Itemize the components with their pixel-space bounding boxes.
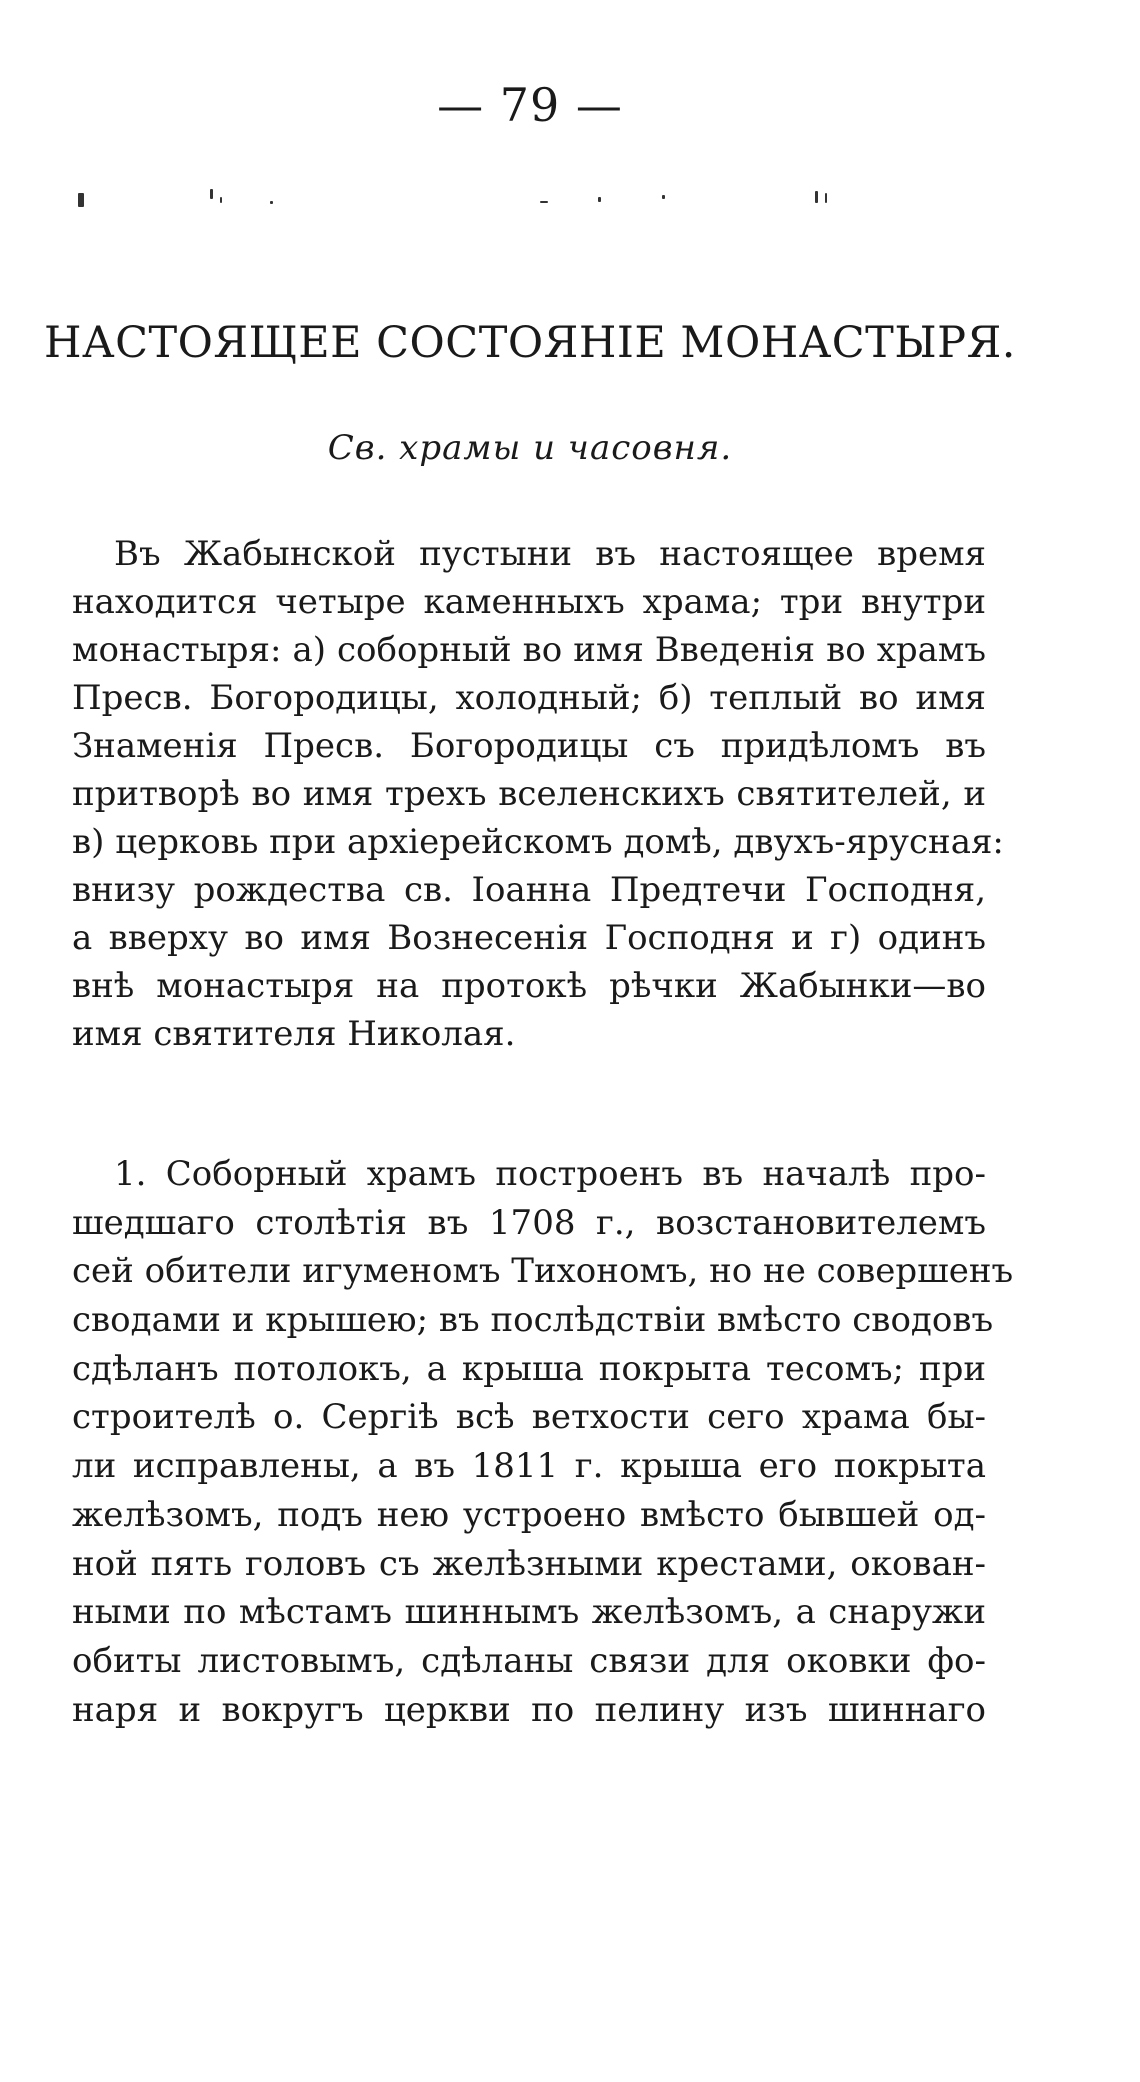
text-line: наря и вокругъ церкви по пелину изъ шиннаго — [72, 1689, 986, 1730]
section-subtitle: Св. храмы и часовня. — [327, 428, 733, 468]
text-line: сей обители игуменомъ Тихономъ, но не совершенъ — [72, 1251, 1014, 1292]
paragraph-2 — [72, 1150, 1014, 1734]
text-line: внизу рождества св. Іоанна Предтечи Господня, — [72, 870, 986, 910]
text-line: обиты листовымъ, сдѣланы связи для оковки фо- — [72, 1640, 986, 1681]
page-number: — 79 — — [437, 78, 623, 132]
text-line: ли исправлены, а въ 1811 г. крыша его покрыта — [72, 1446, 986, 1487]
text-line: 1. Соборный храмъ построенъ въ началѣ про- — [114, 1154, 986, 1194]
text-line: ными по мѣстамъ шиннымъ желѣзомъ, а снаружи — [72, 1592, 986, 1633]
scan-specks — [70, 185, 870, 225]
text-line: имя святителя Николая. — [72, 1014, 516, 1054]
chapter-title: НАСТОЯЩЕЕ СОСТОЯНІЕ МОНАСТЫРЯ. — [44, 318, 1016, 368]
text-line: монастыря: а) соборный во имя Введенія во храмъ — [72, 630, 986, 670]
text-line: а вверху во имя Вознесенія Господня и г) одинъ — [72, 918, 986, 958]
text-line: притворѣ во имя трехъ вселенскихъ святителей, и — [72, 774, 986, 814]
text-line: Въ Жабынской пустыни въ настоящее время — [114, 534, 986, 574]
text-line: находится четыре каменныхъ храма; три внутри — [72, 582, 986, 622]
text-line: Знаменія Пресв. Богородицы съ придѣломъ въ — [72, 726, 986, 766]
text-line: внѣ монастыря на протокѣ рѣчки Жабынки—во — [72, 966, 986, 1006]
text-line: сводами и крышею; въ послѣдствіи вмѣсто сводовъ — [72, 1300, 994, 1341]
paragraph-1 — [72, 530, 1004, 1058]
text-line: шедшаго столѣтія въ 1708 г., возстановителемъ — [72, 1202, 986, 1243]
text-line: в) церковь при архіерейскомъ домѣ, двухъ-ярусная: — [72, 822, 1004, 862]
text-line: ной пять головъ съ желѣзными крестами, окован- — [72, 1543, 986, 1584]
text-line: Пресв. Богородицы, холодный; б) теплый во имя — [72, 678, 986, 718]
text-line: желѣзомъ, подъ нею устроено вмѣсто бывшей од- — [72, 1494, 986, 1535]
text-line: строителѣ о. Сергіѣ всѣ ветхости сего храма бы- — [72, 1397, 986, 1438]
text-line: сдѣланъ потолокъ, а крыша покрыта тесомъ; при — [72, 1348, 986, 1389]
